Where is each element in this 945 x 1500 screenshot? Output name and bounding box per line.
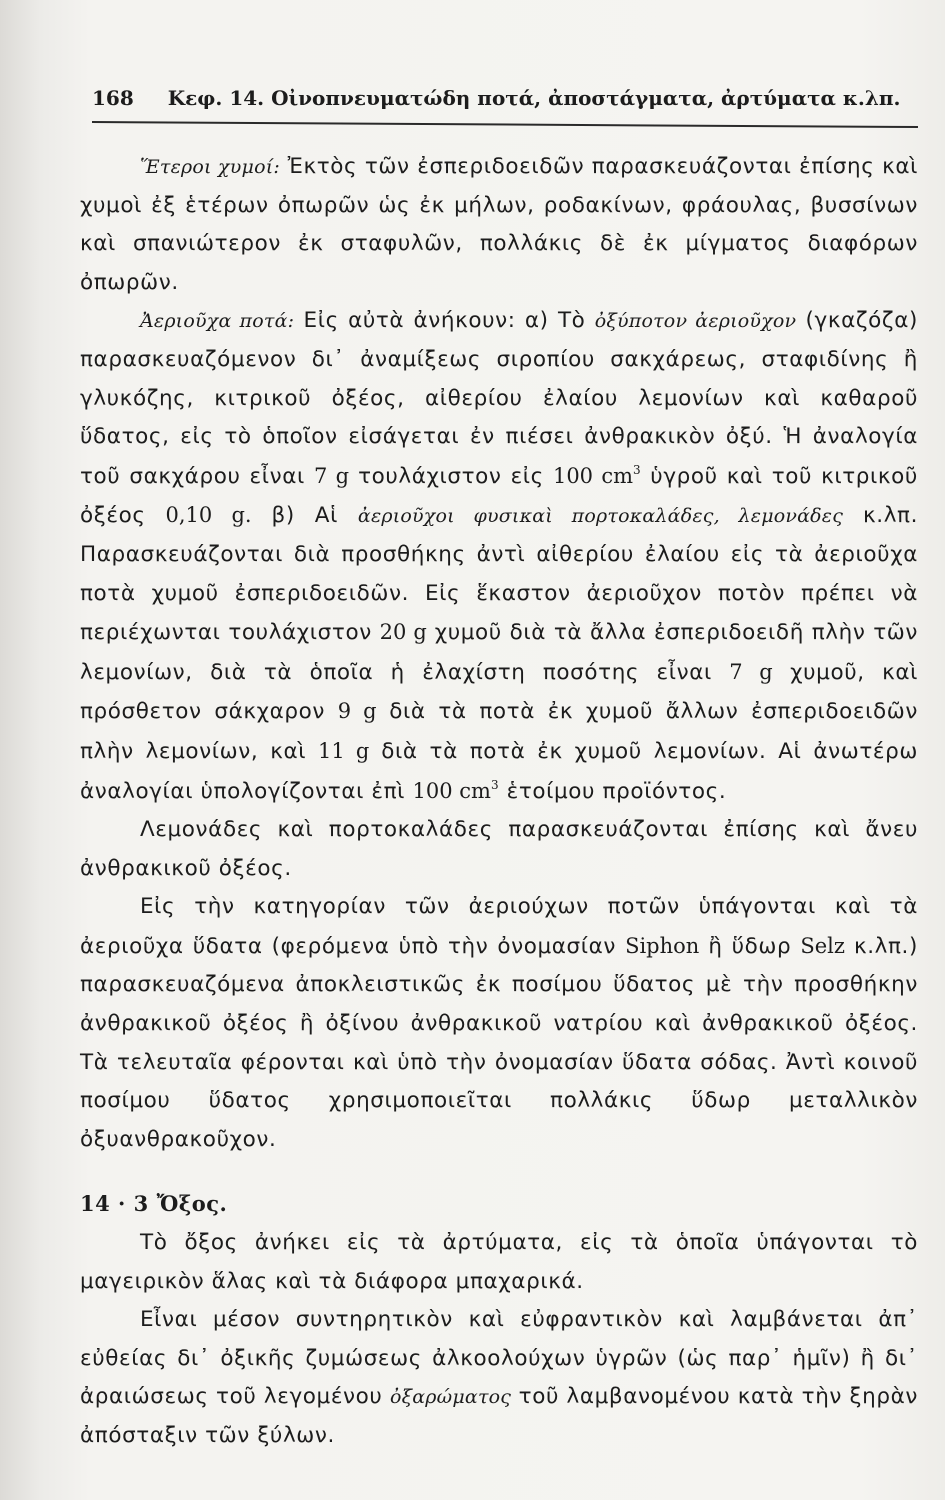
paragraph-lead: Ἕτεροι χυμοί: xyxy=(140,156,280,178)
page-number: 168 xyxy=(92,86,134,110)
header-rule xyxy=(92,121,918,128)
paragraph-vinegar-production: Εἶναι μέσον συντηρητικὸν καὶ εὐφραντικὸν καὶ λαμβάνεται ἀπ᾽ εὐθείας δι᾽ ὀξικῆς ζυμώσεως ἀλκοολούχων ὑγρῶν (ὡς παρ᾽ ἡμῖν) ἢ δι᾽ ἀραιώσεως τοῦ λεγομένου ὀξαρώματος τοῦ λαμβανομένου κατὰ τὴν ξηρὰν ἀπόσταξιν τῶν ξύλων. xyxy=(80,1307,918,1448)
paragraph-carbonated-drinks: Ἀεριοῦχα ποτά: Εἰς αὐτὰ ἀνήκουν: α) Τὸ ὀξύποτον ἀεριοῦχον (γκαζόζα) παρασκευαζόμενον δι᾽ ἀναμίξεως σιροπίου σακχάρεως, σταφιδίνης ἢ γλυκόζης, κιτρικοῦ ὀξέος, αἰθερίου ἐλαίου λεμονίων καὶ καθαροῦ ὕδατος, εἰς τὸ ὁποῖον εἰσάγεται ἐν πιέσει ἀνθρακικὸν ὀξύ. Ἡ ἀναλογία τοῦ σακχάρου εἶναι 7 g τουλάχιστον εἰς 100 $cm^3$ ὑγροῦ καὶ τοῦ κιτρικοῦ ὀξέος 0,10 g. β) Αἱ ἀεριοῦχοι φυσικαὶ πορτοκαλάδες, λεμονάδες κ.λπ. Παρασκευάζονται διὰ προσθήκης ἀντὶ αἰθερίου ἐλαίου εἰς τὰ ἀεριοῦχα ποτὰ χυμοῦ ἐσπεριδοειδῶν. Εἰς ἕκαστον ἀεριοῦχον ποτὸν πρέπει νὰ περιέχωνται τουλάχιστον 20 g χυμοῦ διὰ τὰ ἄλλα ἐσπεριδοειδῆ πλὴν τῶν λεμονίων, διὰ τὰ ὁποῖα ἡ ἐλαχίστη ποσότης εἶναι 7 g χυμοῦ, καὶ πρόσθετον σάκχαρον 9 g διὰ τὰ ποτὰ ἐκ χυμοῦ ἄλλων ἐσπεριδοειδῶν πλὴν λεμονίων, καὶ 11 g διὰ τὰ ποτὰ ἐκ χυμοῦ λεμονίων. Αἱ ἀνωτέρω ἀναλογίαι ὑπολογίζονται ἐπὶ 100 $cm^3$ ἑτοίμου προϊόντος. xyxy=(80,308,919,804)
paragraph-other-juices: Ἕτεροι χυμοί: Ἐκτὸς τῶν ἐσπεριδοειδῶν παρασκευάζονται ἐπίσης καὶ χυμοὶ ἐξ ἑτέρων ὀπωρῶν ὡς ἐκ μήλων, ροδακίνων, φράουλας, βυσσίνων καὶ σπανιώτερον ἐκ σταφυλῶν, πολλάκις δὲ ἐκ μίγματος διαφόρων ὀπωρῶν. xyxy=(80,154,919,295)
paragraph-vinegar-intro: Τὸ ὄξος ἀνήκει εἰς τὰ ἀρτύματα, εἰς τὰ ὁποῖα ὑπάγονται τὸ μαγειρικὸν ἅλας καὶ τὰ διάφορα μπαχαρικά. xyxy=(80,1230,918,1294)
chapter-title: Κεφ. 14. Οἰνοπνευματώδη ποτά, ἀποστάγματα, ἀρτύματα κ.λπ. xyxy=(167,86,901,110)
paragraph-carbonated-waters: Εἰς τὴν κατηγορίαν τῶν ἀεριούχων ποτῶν ὑπάγονται καὶ τὰ ἀεριοῦχα ὕδατα (φερόμενα ὑπὸ τὴν ὀνομασίαν Siphon ἢ ὕδωρ Selz κ.λπ.) παρασκευαζόμενα ἀποκλειστικῶς ἐκ ποσίμου ὕδατος μὲ τὴν προσθήκην ἀνθρακικοῦ ὀξέος ἢ ὀξίνου ἀνθρακικοῦ νατρίου καὶ ἀνθρακικοῦ ὀξέος. Τὰ τελευταῖα φέρονται καὶ ὑπὸ τὴν ὀνομασίαν ὕδατα σόδας. Ἀντὶ κοινοῦ ποσίμου ὕδατος χρησιμοποιεῖται πολλάκις ὕδωρ μεταλλικὸν ὀξυανθρακοῦχον. xyxy=(80,894,918,1152)
section-heading-vinegar: 14 · 3 Ὄξος. xyxy=(80,1191,228,1217)
body-text xyxy=(80,148,918,1456)
paragraph-lemonades: Λεμονάδες καὶ πορτοκαλάδες παρασκευάζονται ἐπίσης καὶ ἄνευ ἀνθρακικοῦ ὀξέος. xyxy=(80,817,918,881)
paragraph-lead: Ἀεριοῦχα ποτά: xyxy=(140,310,295,333)
running-header xyxy=(92,86,901,116)
